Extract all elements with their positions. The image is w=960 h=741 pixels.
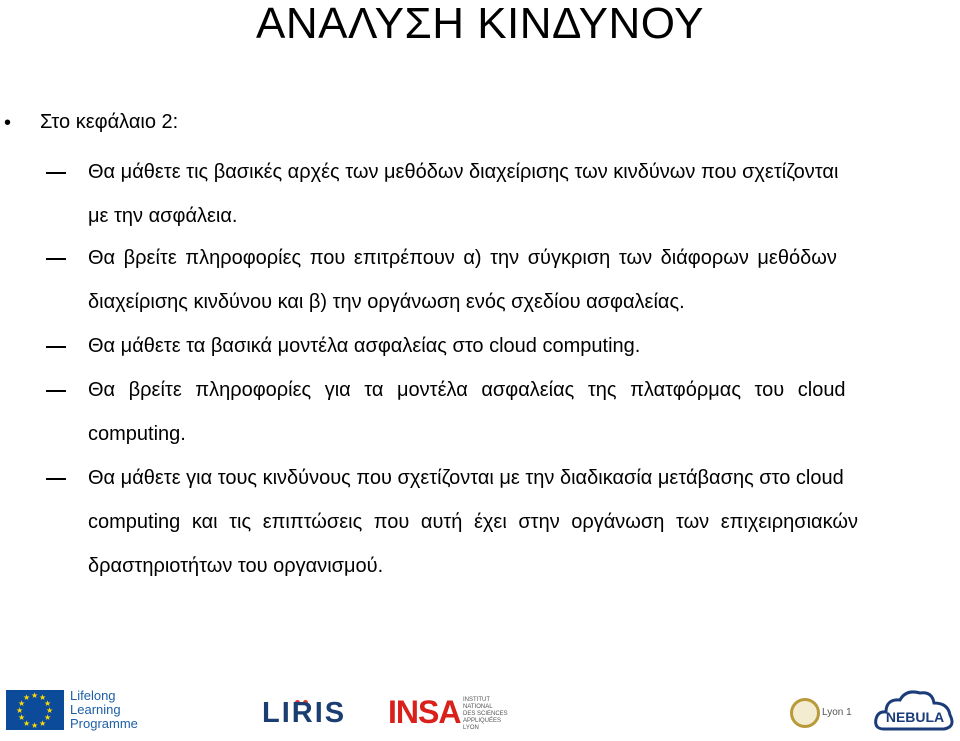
insa-logo: INSA <box>388 694 461 730</box>
lyon1-logo-label: Lyon 1 <box>822 707 852 718</box>
dash-icon <box>46 258 66 260</box>
lyon1-seal-icon <box>790 698 820 728</box>
dash-icon <box>46 172 66 174</box>
bullet-glyph: • <box>4 112 12 134</box>
sub-item-2-line-2: διαχείρισης κινδύνου και β) την οργάνωση ενός σχεδίου ασφαλείας. <box>88 291 685 313</box>
llp-line-3: Programme <box>70 716 138 731</box>
liris-logo: LIRIS <box>262 697 347 729</box>
sub-item-5-line-3: δραστηριοτήτων του οργανισμού. <box>88 555 384 577</box>
sub-item-2 <box>88 236 958 324</box>
insa-logo-subtext <box>463 697 518 732</box>
sub-item-5-line-1: Θα μάθετε για τους κινδύνους που σχετίζονται με την διαδικασία μετάβασης στο cloud <box>88 467 844 489</box>
nebula-logo-text: NEBULA <box>885 709 945 725</box>
sub-item-4-line-1: Θα βρείτε πληροφορίες για τα μοντέλα ασφαλείας της πλατφόρμας του cloud <box>88 379 846 401</box>
sub-item-3 <box>88 324 958 368</box>
insa-sub-line-2: DES SCIENCES <box>463 711 508 717</box>
dash-icon <box>46 390 66 392</box>
llp-line-1: Lifelong <box>70 688 116 703</box>
llp-line-2: Learning <box>70 702 121 717</box>
sub-item-5-line-2: computing και τις επιπτώσεις που αυτή έχει στην οργάνωση των επιχειρησιακών <box>88 511 858 533</box>
insa-sub-line-3: APPLIQUÉES <box>463 718 502 724</box>
insa-sub-line-1: INSTITUT NATIONAL <box>463 697 493 710</box>
sub-item-1-line-1: Θα μάθετε τις βασικές αρχές των μεθόδων διαχείρισης των κινδύνων που σχετίζονται <box>88 161 839 183</box>
sub-item-4 <box>88 368 958 456</box>
sub-item-3-line-1: Θα μάθετε τα βασικά μοντέλα ασφαλείας στο cloud computing. <box>88 335 641 357</box>
sub-item-2-line-1: Θα βρείτε πληροφορίες που επιτρέπουν α) την σύγκριση των διάφορων μεθόδων <box>88 247 837 269</box>
footer-logos <box>0 680 960 741</box>
dash-icon <box>46 346 66 348</box>
sub-item-4-line-2: computing. <box>88 423 186 445</box>
slide-title: ΑΝΑΛΥΣΗ ΚΙΝΔΥΝΟΥ <box>256 0 704 48</box>
eu-flag-logo: ★ ★ ★ ★ ★ ★ ★ ★ ★ ★ ★ ★ <box>6 690 64 730</box>
insa-sub-line-4: LYON <box>463 725 479 731</box>
llp-logo-text <box>70 689 138 731</box>
dash-icon <box>46 478 66 480</box>
bullet-text: Στο κεφάλαιο 2: <box>40 111 179 133</box>
sub-item-1-line-2: με την ασφάλεια. <box>88 205 238 227</box>
sub-item-1 <box>88 150 958 238</box>
sub-item-5 <box>88 456 958 588</box>
